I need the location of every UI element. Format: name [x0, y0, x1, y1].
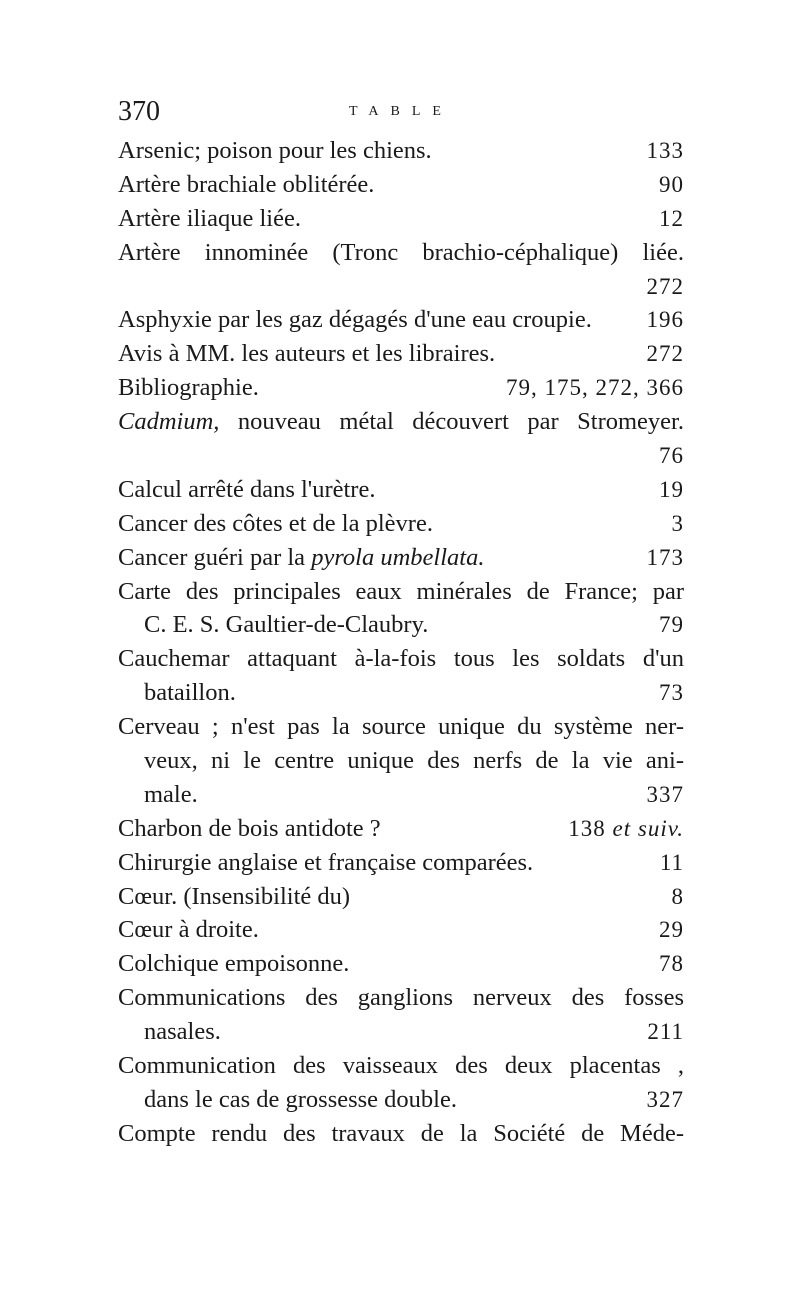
page-reference [506, 371, 684, 405]
page-reference-number: 3 [671, 510, 684, 536]
page-reference [659, 202, 684, 236]
page-header [118, 92, 684, 132]
page-reference-number: 133 [646, 138, 684, 163]
page-reference [647, 134, 685, 168]
entry-text: Cœur à droite. [118, 916, 259, 944]
entry-text: Arsenic; poison pour les chiens. [118, 137, 432, 164]
page-reference [659, 947, 684, 981]
page-reference-number: 138 [568, 815, 606, 841]
index-line [118, 642, 684, 676]
book-page [118, 92, 684, 1151]
entry-label [118, 913, 259, 947]
entry-text: Colchique empoisonne. [118, 950, 350, 978]
entry-label [118, 408, 684, 435]
page-reference-number: 79, 175, 272, 366 [506, 375, 684, 401]
entry-text: Carte des principales eaux minérales de France; par [118, 577, 684, 605]
entry-label [118, 645, 684, 672]
entry-text: Avis à MM. les auteurs et les libraires. [118, 340, 496, 368]
page-reference [660, 846, 684, 880]
page-reference-number: 76 [659, 443, 684, 469]
entry-text: Compte rendu des travaux de la Société de Méde- [118, 1119, 684, 1147]
index-line [118, 236, 684, 270]
entry-text: Cancer des côtes et de la plèvre. [118, 509, 433, 537]
index-line [118, 134, 684, 168]
index-line [118, 337, 684, 371]
entry-label [118, 713, 684, 740]
index-line [118, 913, 684, 947]
page-reference [647, 337, 685, 371]
entry-text: Communication des vaisseaux des deux placentas , [118, 1052, 684, 1080]
index-line [118, 1083, 684, 1117]
page-reference [647, 1083, 685, 1117]
page-reference [647, 270, 685, 304]
page-reference [647, 778, 685, 812]
entry-label [144, 608, 428, 642]
page-reference-number: 29 [659, 917, 684, 943]
entry-text: Artère brachiale oblitérée. [118, 170, 375, 198]
index-line [118, 778, 684, 812]
page-reference-number: 8 [671, 883, 684, 909]
page-reference [672, 880, 685, 914]
page-reference-number: 211 [647, 1019, 684, 1045]
entry-italic-term: Cadmium, [118, 408, 220, 436]
page-reference-number: 12 [659, 205, 684, 231]
index-line [118, 270, 684, 304]
entry-text: nouveau métal découvert par Stromeyer. [219, 408, 684, 436]
page-number: 370 [118, 96, 160, 127]
running-head: TABLE [349, 104, 453, 119]
entry-text: Cœur. (Insensibilité du) [118, 882, 351, 910]
index-line [118, 608, 684, 642]
index-line [118, 676, 684, 710]
entry-text: Chirurgie anglaise et française comparées. [118, 848, 534, 876]
index-line [118, 575, 684, 609]
entry-label [118, 1120, 684, 1147]
entry-text: nasales. [144, 1018, 221, 1046]
page-reference [647, 1015, 684, 1049]
page-reference-number: 196 [646, 307, 684, 333]
page-reference-number: 78 [659, 951, 684, 977]
entry-label [118, 846, 533, 880]
index-entries [118, 134, 684, 1151]
index-line [118, 710, 684, 744]
page-reference [568, 812, 684, 846]
entry-label [144, 1015, 221, 1049]
index-line [118, 812, 684, 846]
index-line [118, 473, 684, 507]
page-reference [659, 608, 684, 642]
page-reference [647, 541, 685, 575]
entry-label [118, 578, 684, 605]
page-reference-suffix: et suiv. [605, 815, 684, 841]
entry-label [118, 134, 432, 168]
index-line [118, 744, 684, 778]
index-line [118, 1015, 684, 1049]
entry-text: Cerveau ; n'est pas la source unique du système ner- [118, 713, 684, 741]
index-line [118, 507, 684, 541]
index-line [118, 371, 684, 405]
entry-label [118, 168, 374, 202]
page-reference-number: 327 [646, 1086, 684, 1112]
entry-label [144, 1083, 457, 1117]
entry-text: Artère iliaque liée. [118, 204, 301, 232]
page-reference-number: 19 [659, 476, 684, 502]
entry-text: male. [144, 780, 198, 808]
entry-text: veux, ni le centre unique des nerfs de la vie ani- [144, 747, 684, 775]
page-reference-number: 173 [646, 544, 684, 570]
page-reference [659, 168, 684, 202]
entry-label [118, 337, 495, 371]
entry-label [118, 947, 349, 981]
entry-text: Cauchemar attaquant à-la-fois tous les soldats d'un [118, 645, 684, 673]
entry-label [118, 880, 350, 914]
entry-italic-term: pyrola umbellata. [311, 543, 485, 571]
entry-text: bataillon. [144, 679, 236, 707]
entry-label [118, 541, 484, 575]
entry-label [118, 303, 592, 337]
index-line [118, 1049, 684, 1083]
index-line [118, 439, 684, 473]
page-reference-number: 272 [646, 273, 684, 299]
index-line [118, 981, 684, 1015]
entry-text: C. E. S. Gaultier-de-Claubry. [144, 611, 429, 639]
index-line [118, 168, 684, 202]
page-reference-number: 79 [659, 612, 684, 638]
page-reference-number: 11 [659, 849, 684, 875]
entry-label [118, 473, 375, 507]
page-reference-number: 337 [646, 781, 684, 807]
entry-label [118, 1052, 684, 1079]
entry-label [118, 812, 381, 846]
index-line [118, 303, 684, 337]
entry-text: Bibliographie. [118, 374, 259, 402]
entry-label [118, 984, 684, 1011]
page-reference [659, 439, 684, 473]
index-line [118, 947, 684, 981]
page-reference-number: 90 [659, 171, 684, 197]
entry-label [118, 371, 259, 405]
index-line [118, 202, 684, 236]
entry-label [144, 676, 236, 710]
index-line [118, 541, 684, 575]
index-line [118, 405, 684, 439]
entry-text: Artère innominée (Tronc brachio-céphalique) liée. [118, 238, 684, 266]
page-reference [659, 913, 684, 947]
entry-label [118, 507, 433, 541]
entry-label [144, 778, 198, 812]
entry-label [144, 747, 684, 774]
page-reference [647, 303, 685, 337]
page-reference [659, 473, 684, 507]
page-reference [672, 507, 685, 541]
entry-text: dans le cas de grossesse double. [144, 1085, 457, 1113]
page-reference-number: 73 [659, 680, 684, 706]
entry-text: Asphyxie par les gaz dégagés d'une eau croupie. [118, 306, 592, 334]
page-reference-number: 272 [646, 341, 684, 367]
entry-text: Cancer guéri par la [118, 543, 312, 571]
entry-text: Charbon de bois antidote ? [118, 814, 381, 842]
page-reference [659, 676, 684, 710]
index-line [118, 846, 684, 880]
entry-text: Communications des ganglions nerveux des fosses [118, 984, 684, 1012]
entry-label [118, 202, 301, 236]
index-line [118, 880, 684, 914]
index-line [118, 1117, 684, 1151]
entry-text: Calcul arrêté dans l'urètre. [118, 475, 376, 503]
entry-label [118, 239, 684, 266]
